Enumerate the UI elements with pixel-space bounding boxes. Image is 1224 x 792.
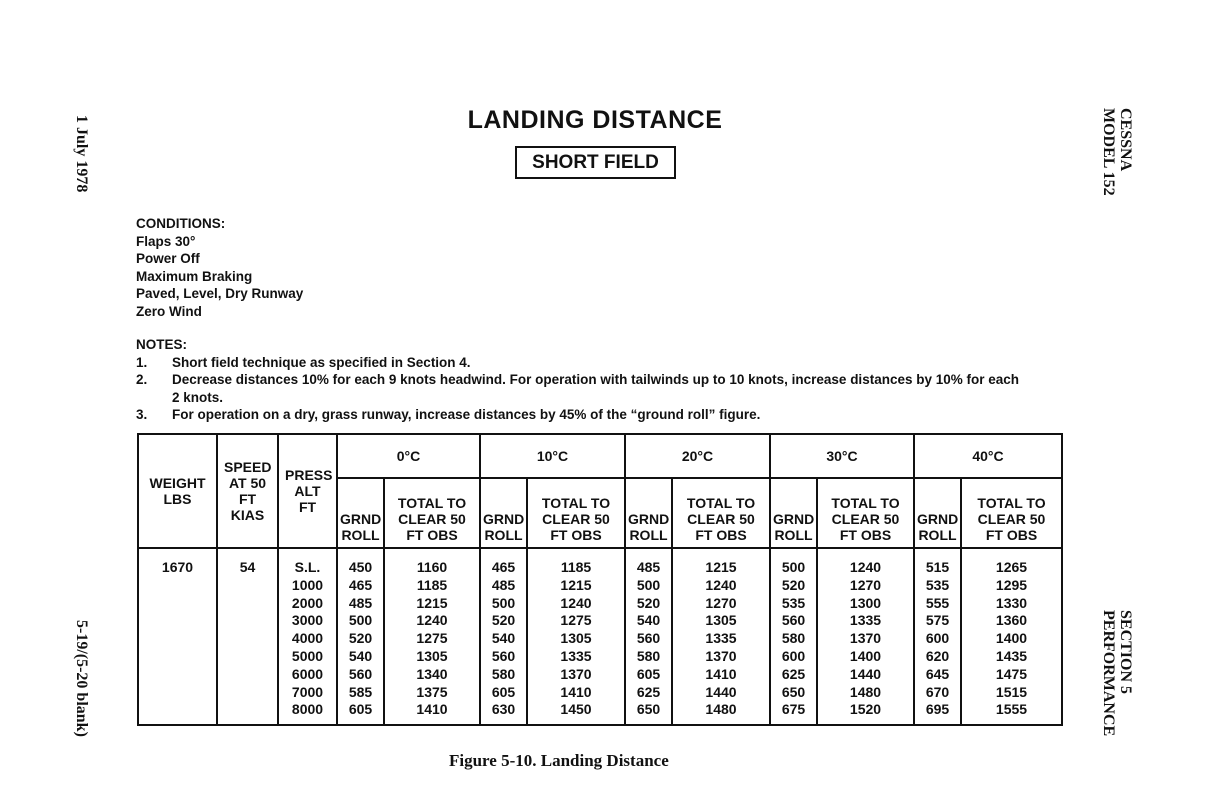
- table-row: [138, 548, 1062, 725]
- grnd-roll-cell: 500: [491, 594, 516, 611]
- total-distance-cell: 1240: [560, 594, 592, 611]
- grnd-roll-cell: 580: [636, 647, 661, 664]
- grnd-roll-cell: 485: [636, 559, 661, 575]
- grnd-roll-cell: 600: [781, 647, 806, 664]
- total-distance-cell: 1240: [705, 576, 737, 593]
- notes-heading: NOTES:: [136, 337, 188, 352]
- altitude-cell: 7000: [291, 683, 324, 700]
- note-number: 1.: [136, 354, 148, 370]
- header-grnd-roll: GRND ROLL: [480, 478, 527, 548]
- header-grnd-roll: GRND ROLL: [337, 478, 384, 548]
- total-distance-cell: 1270: [849, 576, 882, 593]
- grnd-roll-column: [914, 548, 961, 725]
- grnd-roll-cell: 520: [636, 594, 661, 611]
- header-speed: SPEED AT 50 FT KIAS: [217, 434, 278, 548]
- grnd-roll-cell: 630: [491, 701, 516, 718]
- landing-distance-table: [137, 433, 1063, 726]
- altitude-cell: 2000: [291, 594, 324, 611]
- model-line-1: CESSNA: [1117, 108, 1134, 172]
- total-distance-cell: 1160: [416, 559, 448, 575]
- grnd-roll-cell: 500: [348, 612, 373, 629]
- grnd-roll-cell: 535: [925, 576, 950, 593]
- total-distance-cell: 1215: [705, 559, 737, 575]
- grnd-roll-cell: 520: [491, 612, 516, 629]
- total-distance-cell: 1295: [995, 576, 1028, 593]
- note-item: [136, 354, 1022, 372]
- grnd-roll-cell: 560: [781, 612, 806, 629]
- header-temp-20: 20°C: [625, 434, 770, 478]
- grnd-roll-cell: 620: [925, 647, 950, 664]
- total-distance-cell: 1215: [560, 576, 592, 593]
- total-distance-cell: 1450: [560, 701, 592, 718]
- condition-item: Zero Wind: [136, 303, 202, 319]
- note-number: 2.: [136, 372, 148, 388]
- total-column: [384, 548, 480, 725]
- grnd-roll-cell: 580: [781, 630, 806, 647]
- header-press-alt: PRESS ALT FT: [278, 434, 337, 548]
- condition-item: Paved, Level, Dry Runway: [136, 286, 304, 302]
- conditions-block: [136, 215, 303, 321]
- total-distance-cell: 1265: [995, 559, 1028, 575]
- grnd-roll-column: [337, 548, 384, 725]
- grnd-roll-cell: 580: [491, 665, 516, 682]
- total-distance-cell: 1305: [416, 647, 448, 664]
- grnd-roll-column: [625, 548, 672, 725]
- weight-value: 1670: [138, 548, 217, 725]
- speed-value: 54: [217, 548, 278, 725]
- grnd-roll-cell: 605: [636, 665, 661, 682]
- section-line-2: PERFORMANCE: [1100, 610, 1117, 737]
- notes-block: [136, 336, 1022, 424]
- total-distance-cell: 1370: [560, 665, 592, 682]
- grnd-roll-cell: 555: [925, 594, 950, 611]
- header-temp-40: 40°C: [914, 434, 1062, 478]
- total-distance-cell: 1440: [705, 683, 737, 700]
- grnd-roll-cell: 540: [348, 647, 373, 664]
- grnd-roll-cell: 450: [348, 559, 373, 575]
- condition-item: Power Off: [136, 251, 200, 267]
- grnd-roll-cell: 605: [491, 683, 516, 700]
- grnd-roll-cell: 675: [781, 701, 806, 718]
- total-distance-cell: 1335: [560, 647, 592, 664]
- grnd-roll-cell: 500: [636, 576, 661, 593]
- grnd-roll-cell: 695: [925, 701, 950, 718]
- total-distance-cell: 1270: [705, 594, 737, 611]
- altitude-cell: S.L.: [294, 559, 321, 575]
- grnd-roll-cell: 535: [781, 594, 806, 611]
- total-distance-cell: 1335: [705, 630, 737, 647]
- altitude-cell: 5000: [291, 647, 324, 664]
- grnd-roll-cell: 600: [925, 630, 950, 647]
- grnd-roll-cell: 645: [925, 665, 950, 682]
- total-distance-cell: 1185: [560, 559, 592, 575]
- header-grnd-roll: GRND ROLL: [770, 478, 817, 548]
- note-text: For operation on a dry, grass runway, increase distances by 45% of the “ground roll” figure.: [172, 407, 761, 423]
- altitude-cell: 8000: [291, 701, 324, 718]
- total-distance-cell: 1555: [995, 701, 1028, 718]
- total-column: [817, 548, 914, 725]
- header-temp-0: 0°C: [337, 434, 480, 478]
- condition-item: Flaps 30°: [136, 233, 196, 249]
- grnd-roll-cell: 540: [491, 630, 516, 647]
- total-distance-cell: 1410: [416, 701, 448, 718]
- grnd-roll-cell: 575: [925, 612, 950, 629]
- grnd-roll-column: [480, 548, 527, 725]
- page-number: 5-19/(5-20 blank): [73, 620, 90, 737]
- grnd-roll-cell: 485: [491, 576, 516, 593]
- total-distance-cell: 1185: [416, 576, 448, 593]
- total-column: [961, 548, 1062, 725]
- section-line-1: SECTION 5: [1117, 610, 1134, 695]
- total-column: [527, 548, 625, 725]
- grnd-roll-cell: 560: [636, 630, 661, 647]
- altitude-column: [278, 548, 337, 725]
- grnd-roll-cell: 650: [636, 701, 661, 718]
- total-distance-cell: 1400: [849, 647, 882, 664]
- altitude-cell: 3000: [291, 612, 324, 629]
- grnd-roll-cell: 465: [491, 559, 516, 575]
- grnd-roll-cell: 560: [348, 665, 373, 682]
- condition-item: Maximum Braking: [136, 268, 253, 284]
- grnd-roll-cell: 625: [781, 665, 806, 682]
- grnd-roll-cell: 540: [636, 612, 661, 629]
- total-distance-cell: 1520: [849, 701, 882, 718]
- total-distance-cell: 1410: [705, 665, 737, 682]
- date-margin: 1 July 1978: [73, 115, 90, 193]
- total-distance-cell: 1475: [995, 665, 1028, 682]
- total-distance-cell: 1215: [416, 594, 448, 611]
- altitude-cell: 4000: [291, 630, 324, 647]
- total-distance-cell: 1375: [416, 683, 448, 700]
- total-distance-cell: 1305: [705, 612, 737, 629]
- note-item: [136, 406, 1022, 424]
- total-distance-cell: 1240: [416, 612, 448, 629]
- header-total-clear: TOTAL TO CLEAR 50 FT OBS: [384, 478, 480, 548]
- header-total-clear: TOTAL TO CLEAR 50 FT OBS: [961, 478, 1062, 548]
- header-grnd-roll: GRND ROLL: [914, 478, 961, 548]
- header-grnd-roll: GRND ROLL: [625, 478, 672, 548]
- total-distance-cell: 1480: [849, 683, 882, 700]
- header-weight: WEIGHT LBS: [138, 434, 217, 548]
- total-distance-cell: 1340: [416, 665, 448, 682]
- grnd-roll-cell: 465: [348, 576, 373, 593]
- grnd-roll-cell: 520: [781, 576, 806, 593]
- grnd-roll-cell: 500: [781, 559, 806, 575]
- total-distance-cell: 1480: [705, 701, 737, 718]
- total-distance-cell: 1410: [560, 683, 592, 700]
- grnd-roll-cell: 625: [636, 683, 661, 700]
- total-distance-cell: 1360: [995, 612, 1028, 629]
- note-number: 3.: [136, 407, 148, 423]
- total-distance-cell: 1435: [995, 647, 1028, 664]
- total-distance-cell: 1240: [849, 559, 882, 575]
- grnd-roll-cell: 485: [348, 594, 373, 611]
- total-distance-cell: 1305: [560, 630, 592, 647]
- total-distance-cell: 1370: [705, 647, 737, 664]
- total-distance-cell: 1275: [560, 612, 592, 629]
- grnd-roll-column: [770, 548, 817, 725]
- header-total-clear: TOTAL TO CLEAR 50 FT OBS: [527, 478, 625, 548]
- subtitle-box: SHORT FIELD: [515, 146, 676, 179]
- header-total-clear: TOTAL TO CLEAR 50 FT OBS: [817, 478, 914, 548]
- figure-caption: Figure 5-10. Landing Distance: [449, 751, 669, 770]
- total-distance-cell: 1300: [849, 594, 882, 611]
- header-temp-30: 30°C: [770, 434, 914, 478]
- grnd-roll-cell: 515: [925, 559, 950, 575]
- grnd-roll-cell: 520: [348, 630, 373, 647]
- total-distance-cell: 1440: [849, 665, 882, 682]
- section-label: [1100, 610, 1134, 736]
- grnd-roll-cell: 650: [781, 683, 806, 700]
- page-title: LANDING DISTANCE: [467, 106, 723, 134]
- grnd-roll-cell: 605: [348, 701, 373, 718]
- total-distance-cell: 1370: [849, 630, 882, 647]
- note-text: Short field technique as specified in Section 4.: [172, 354, 471, 370]
- model-line-2: MODEL 152: [1100, 108, 1117, 196]
- altitude-cell: 1000: [291, 576, 324, 593]
- conditions-heading: CONDITIONS:: [136, 216, 226, 231]
- header-temp-10: 10°C: [480, 434, 625, 478]
- grnd-roll-cell: 585: [348, 683, 373, 700]
- note-text: Decrease distances 10% for each 9 knots headwind. For operation with tailwinds up to 10 knots, increase distances by 10% for each 2 knots.: [172, 372, 1020, 405]
- total-distance-cell: 1275: [416, 630, 448, 647]
- total-distance-cell: 1515: [995, 683, 1028, 700]
- total-distance-cell: 1330: [995, 594, 1028, 611]
- total-distance-cell: 1400: [995, 630, 1028, 647]
- grnd-roll-cell: 670: [925, 683, 950, 700]
- total-distance-cell: 1335: [849, 612, 882, 629]
- header-total-clear: TOTAL TO CLEAR 50 FT OBS: [672, 478, 770, 548]
- total-column: [672, 548, 770, 725]
- altitude-cell: 6000: [291, 665, 324, 682]
- grnd-roll-cell: 560: [491, 647, 516, 664]
- note-item: [136, 371, 1022, 406]
